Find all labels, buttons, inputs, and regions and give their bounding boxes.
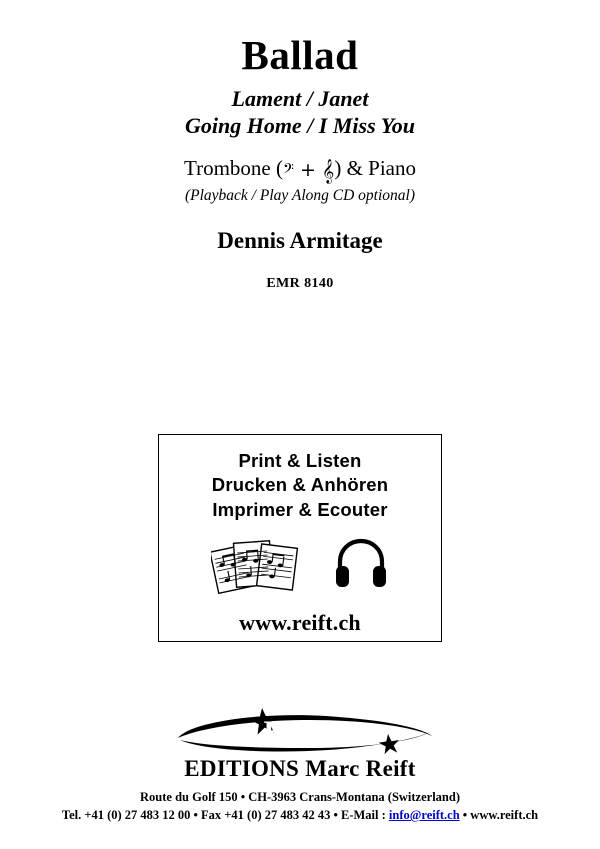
listen-box-artwork: [159, 532, 441, 598]
publisher-contact: [0, 808, 600, 823]
listen-line-english: Print & Listen: [238, 450, 362, 471]
print-and-listen-box: [158, 434, 442, 642]
listen-line-french: Imprimer & Ecouter: [212, 498, 388, 520]
catalog-number: EMR 8140: [266, 275, 334, 291]
composer-name: Dennis Armitage: [217, 227, 383, 253]
instrumentation-prefix: Trombone (: [183, 155, 283, 180]
instrumentation: [0, 156, 600, 181]
listen-line-german: Drucken & Anhören: [211, 474, 389, 496]
subtitle-line-2: Going Home / I Miss You: [184, 113, 416, 139]
emr-logo-icon: [0, 706, 600, 754]
listen-box-url[interactable]: www.reift.ch: [239, 610, 361, 636]
contact-prefix: Tel. +41 (0) 27 483 12 00 • Fax +41 (0) 27 483 42 43 • E-Mail :: [61, 808, 389, 822]
publisher-block: [0, 706, 600, 823]
sheet-music-icon: [211, 532, 307, 599]
contact-suffix: • www.reift.ch: [459, 808, 539, 822]
publisher-name: [0, 756, 600, 782]
headphones-icon: [333, 535, 389, 596]
page-title: Ballad: [241, 32, 359, 78]
title-block: [0, 0, 600, 292]
instrumentation-suffix: ) & Piano: [334, 155, 416, 180]
clef-group: [283, 159, 334, 181]
subtitle-line-1: Lament / Janet: [231, 86, 369, 112]
svg-text:EMR: EMR: [263, 715, 337, 748]
publisher-name-editions: EDITIONS: [184, 756, 300, 781]
playback-note: (Playback / Play Along CD optional): [184, 186, 416, 204]
publisher-name-marc-reift: Marc Reift: [305, 756, 416, 781]
clef-plus: +: [293, 158, 322, 181]
treble-clef-icon: 𝄞: [321, 158, 335, 183]
publisher-address: Route du Golf 150 • CH-3963 Crans-Montana (Switzerland): [140, 790, 460, 804]
email-link[interactable]: info@reift.ch: [388, 808, 460, 822]
bass-clef-icon: 𝄢: [282, 160, 294, 181]
